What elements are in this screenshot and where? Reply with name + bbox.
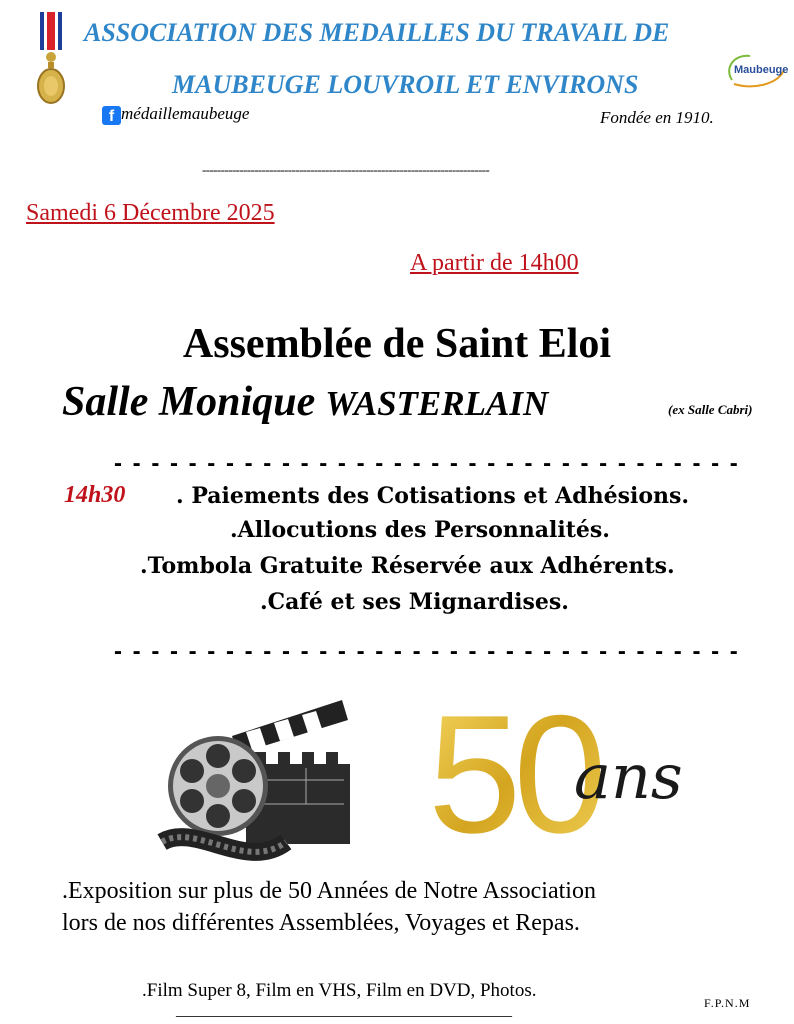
ans-word: ans bbox=[574, 740, 683, 813]
header-line-2: MAUBEUGE LOUVROIL ET ENVIRONS bbox=[172, 70, 639, 99]
facebook-handle: médaillemaubeuge bbox=[121, 104, 250, 123]
program-dashes-top: - - - - - - - - - - - - - - - - - - - - - - - - - - - - - - - - - - bbox=[114, 450, 740, 477]
header-separator: ----------------------------------------------------------------------------- bbox=[202, 162, 490, 177]
venue-line bbox=[62, 378, 548, 426]
facebook-link[interactable] bbox=[102, 104, 249, 125]
bottom-dashes: __________________________________________ bbox=[176, 1002, 512, 1019]
venue-note: (ex Salle Cabri) bbox=[668, 402, 753, 417]
venue-surname: WASTERLAIN bbox=[325, 384, 549, 423]
facebook-icon: f bbox=[102, 106, 121, 125]
program-item-1: . Paiements des Cotisations et Adhésions. bbox=[176, 483, 690, 509]
program-time: 14h30 bbox=[64, 482, 126, 508]
venue-name: Salle Monique bbox=[62, 379, 316, 425]
founded-text: Fondée en 1910. bbox=[600, 108, 714, 127]
program-item-4: .Café et ses Mignardises. bbox=[260, 589, 569, 615]
fifty-number: 50 bbox=[428, 680, 599, 860]
program-dashes-bottom: - - - - - - - - - - - - - - - - - - - - - - - - - - - - - - - - - - bbox=[114, 638, 740, 665]
films-line: .Film Super 8, Film en VHS, Film en DVD, Photos. bbox=[142, 980, 537, 1001]
program-item-3: .Tombola Gratuite Réservée aux Adhérents. bbox=[140, 553, 675, 579]
header-line-1: ASSOCIATION DES MEDAILLES DU TRAVAIL DE bbox=[84, 18, 670, 47]
event-time: A partir de 14h00 bbox=[410, 250, 579, 276]
event-title: Assemblée de Saint Eloi bbox=[182, 321, 612, 367]
fifty-years-graphic bbox=[424, 680, 744, 860]
exposition-line-2: lors de nos différentes Assemblées, Voyages et Repas. bbox=[62, 910, 580, 936]
medal-logo bbox=[34, 10, 68, 110]
signature: F.P.N.M bbox=[704, 996, 751, 1010]
film-reel-clapperboard-image bbox=[156, 692, 366, 874]
maubeuge-logo-text: Maubeuge bbox=[734, 64, 789, 76]
event-date: Samedi 6 Décembre 2025 bbox=[26, 200, 275, 226]
program-item-2: .Allocutions des Personnalités. bbox=[230, 517, 610, 543]
exposition-line-1: .Exposition sur plus de 50 Années de Notre Association bbox=[62, 878, 596, 904]
maubeuge-logo bbox=[724, 50, 790, 90]
